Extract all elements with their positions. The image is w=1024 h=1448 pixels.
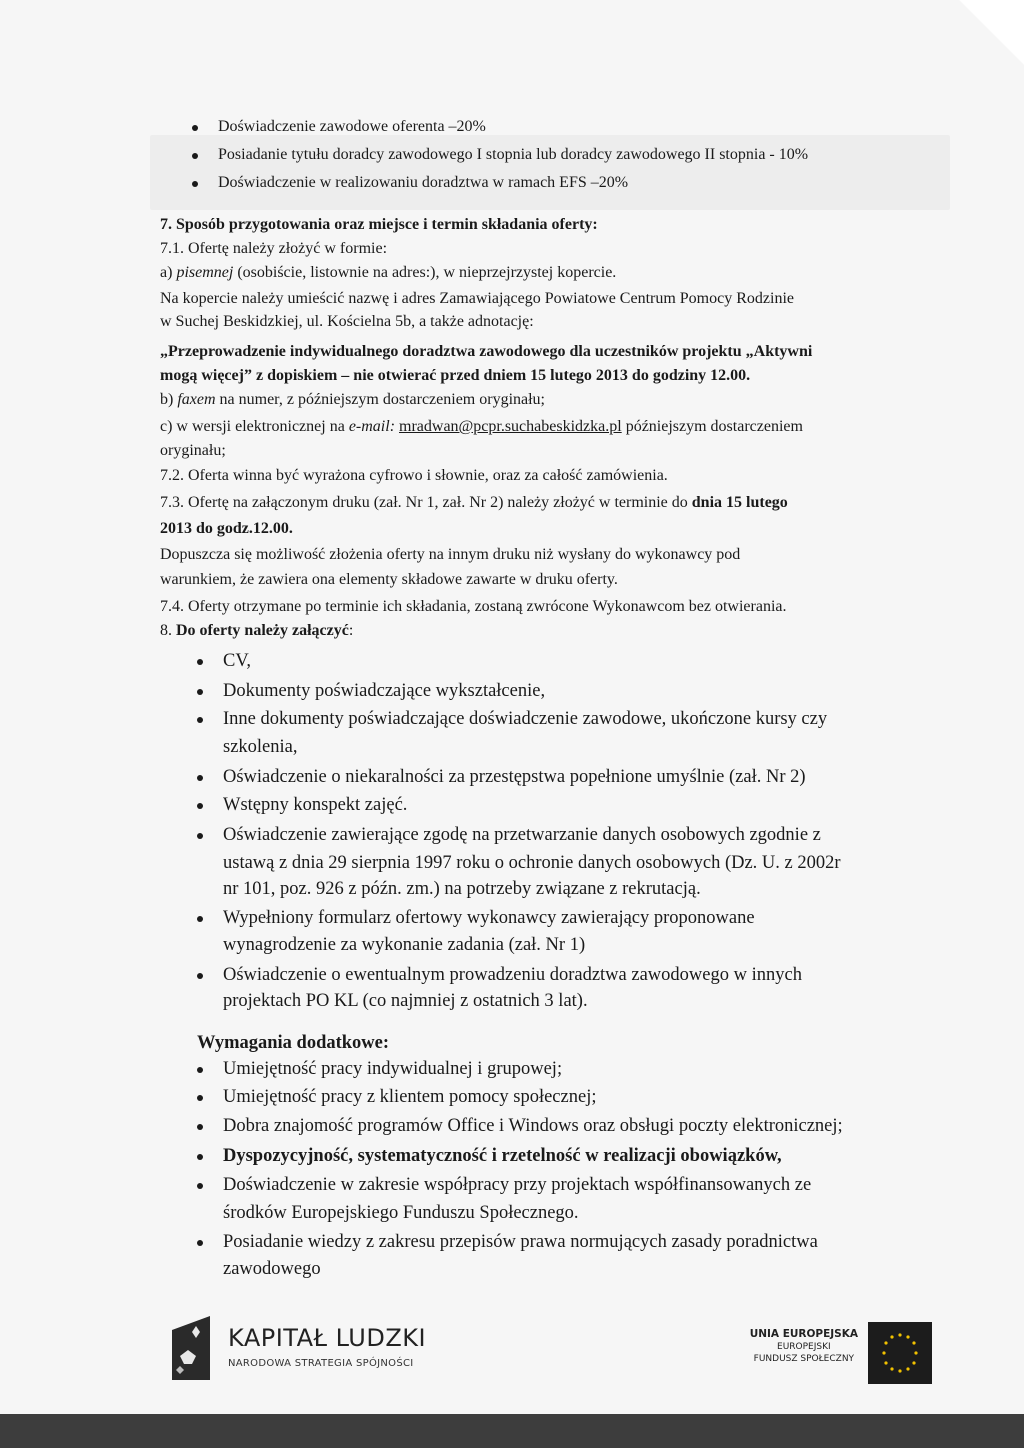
attachment-experience: Inne dokumenty poświadczające doświadczenie zawodowe, ukończone kursy czy — [223, 706, 827, 732]
attachment-consent-cont-2: nr 101, poz. 926 z późn. zm.) na potrzeby związane z rekrutacją. — [223, 879, 701, 899]
section-7-heading: 7. Sposób przygotowania oraz miejsce i termin składania oferty: — [160, 216, 598, 233]
attachment-form: Wypełniony formularz ofertowy wykonawcy zawierający proponowane — [223, 905, 755, 931]
eu-text-block — [750, 1328, 858, 1364]
criterion-efs: Doświadczenie w realizowaniu doradztwa w ramach EFS –20% — [218, 172, 628, 194]
eu-efs-logo — [720, 1322, 932, 1384]
efs-line-2: FUNDUSZ SPOŁECZNY — [753, 1354, 855, 1364]
option-c: c) w wersji elektronicznej na e-mail: mradwan@pcpr.suchabeskidzka.pl późniejszym dostarczeniem — [160, 418, 803, 435]
section-8-heading: 8. Do oferty należy załączyć: — [160, 622, 354, 639]
email-link[interactable]: mradwan@pcpr.suchabeskidzka.pl — [399, 418, 622, 435]
attachment-outline: Wstępny konspekt zajęć. — [223, 792, 407, 818]
paragraph-7-4: 7.4. Oferty otrzymane po terminie ich składania, zostaną zwrócone Wykonawcom bez otwierania. — [160, 598, 787, 615]
eu-flag-icon — [868, 1322, 932, 1384]
req-office-windows: Dobra znajomość programów Office i Windows oraz obsługi poczty elektronicznej; — [223, 1113, 843, 1139]
attachment-education: Dokumenty poświadczające wykształcenie, — [223, 678, 545, 704]
criterion-title: Posiadanie tytułu doradcy zawodowego I stopnia lub doradcy zawodowego II stopnia - 10% — [218, 144, 808, 166]
paragraph-7-2: 7.2. Oferta winna być wyrażona cyfrowo i słownie, oraz za całość zamówienia. — [160, 467, 668, 484]
efs-line-1: EUROPEJSKI — [777, 1342, 831, 1352]
req-efs-experience: Doświadczenie w zakresie współpracy przy projektach współfinansowanych ze — [223, 1172, 811, 1198]
envelope-line-2: w Suchej Beskidzkiej, ul. Kościelna 5b, a także adnotację: — [160, 313, 534, 330]
paragraph-7-3: 7.3. Ofertę na załączonym druku (zał. Nr 1, zał. Nr 2) należy złożyć w terminie do dnia 15 lutego — [160, 494, 788, 511]
eu-name: UNIA EUROPEJSKA — [749, 1328, 858, 1340]
option-a: a) pisemnej (osobiście, listownie na adres:), w nieprzejrzystej kopercie. — [160, 264, 617, 281]
attachment-other-projects: Oświadczenie o ewentualnym prowadzeniu doradztwa zawodowego w innych — [223, 962, 802, 988]
attachment-criminal-record: Oświadczenie o niekaralności za przestępstwa popełnione umyślnie (zał. Nr 2) — [223, 764, 806, 790]
attachment-other-projects-cont: projektach PO KL (co najmniej z ostatnich 3 lat). — [223, 991, 588, 1011]
annotation-line-2: mogą więcej” z dopiskiem – nie otwierać przed dniem 15 lutego 2013 do godziny 12.00. — [160, 367, 751, 384]
envelope-line-1: Na kopercie należy umieścić nazwę i adres Zamawiającego Powiatowe Centrum Pomocy Rodzinie — [160, 290, 794, 307]
req-law-knowledge-cont: zawodowego — [223, 1259, 321, 1279]
alternate-form-line-1: Dopuszcza się możliwość złożenia oferty na innym druku niż wysłany do wykonawcy pod — [160, 546, 741, 563]
req-availability: Dyspozycyjność, systematyczność i rzetelność w realizacji obowiązków, — [223, 1143, 782, 1169]
option-c-line-2: oryginału; — [160, 442, 226, 459]
kapital-ludzki-title: KAPITAŁ LUDZKI — [228, 1324, 427, 1352]
attachment-consent-cont-1: ustawą z dnia 29 sierpnia 1997 roku o ochronie danych osobowych (Dz. U. z 2002r — [223, 853, 841, 873]
kapital-ludzki-subtitle: NARODOWA STRATEGIA SPÓJNOŚCI — [228, 1358, 414, 1369]
kapital-ludzki-emblem — [166, 1316, 218, 1380]
scan-bottom-edge — [0, 1414, 1024, 1448]
paragraph-7-3-deadline: 2013 do godz.12.00. — [160, 520, 293, 537]
attachment-consent: Oświadczenie zawierające zgodę na przetwarzanie danych osobowych zgodnie z — [223, 822, 821, 848]
alternate-form-line-2: warunkiem, że zawiera ona elementy składowe zawarte w druku oferty. — [160, 571, 618, 588]
additional-requirements-heading: Wymagania dodatkowe: — [197, 1033, 390, 1053]
attachment-cv: CV, — [223, 648, 251, 674]
req-efs-experience-cont: środków Europejskiego Funduszu Społecznego. — [223, 1203, 579, 1223]
annotation-line-1: „Przeprowadzenie indywidualnego doradztwa zawodowego dla uczestników projektu „Aktywni — [160, 343, 813, 360]
folded-corner — [954, 0, 1024, 90]
criterion-experience: Doświadczenie zawodowe oferenta –20% — [218, 116, 486, 138]
attachment-experience-cont: szkolenia, — [223, 737, 298, 757]
req-law-knowledge: Posiadanie wiedzy z zakresu przepisów prawa normujących zasady poradnictwa — [223, 1229, 818, 1255]
option-b: b) faxem na numer, z późniejszym dostarczeniem oryginału; — [160, 391, 545, 408]
kapital-ludzki-logo — [166, 1316, 436, 1380]
attachment-form-cont: wynagrodzenie za wykonanie zadania (zał. Nr 1) — [223, 935, 586, 955]
paragraph-7-1: 7.1. Ofertę należy złożyć w formie: — [160, 240, 388, 257]
req-individual-group: Umiejętność pracy indywidualnej i grupowej; — [223, 1056, 562, 1082]
req-social-client: Umiejętność pracy z klientem pomocy społecznej; — [223, 1084, 596, 1110]
